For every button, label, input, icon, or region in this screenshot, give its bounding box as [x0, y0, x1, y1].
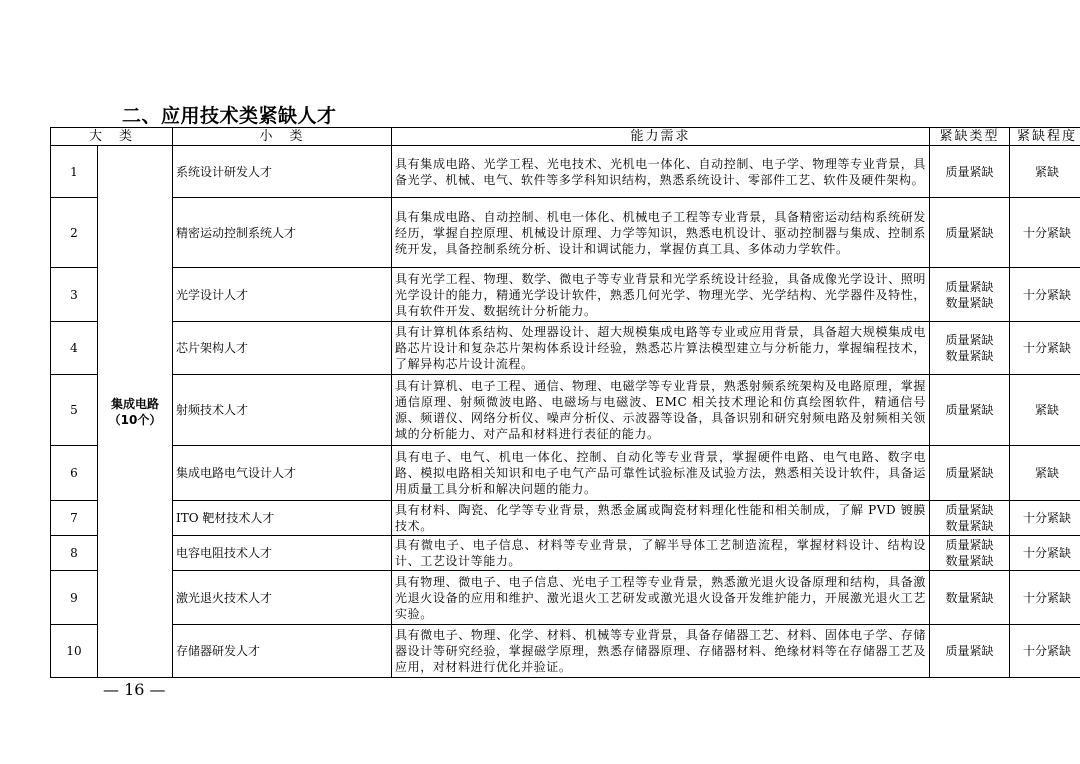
row-index: 10: [51, 625, 98, 678]
row-index: 6: [51, 446, 98, 501]
sub-category: 存储器研发人才: [173, 625, 392, 678]
shortage-degree: 十分紧缺: [1010, 501, 1080, 536]
sub-category: 电容电阻技术人才: [173, 536, 392, 571]
shortage-type-line: 数量紧缺: [945, 519, 994, 533]
ability-text: 具有计算机体系结构、处理器设计、超大规模集成电路等专业或应用背景，具备超大规模集成电路芯片设计和复杂芯片架构体系设计经验，熟悉芯片算法模型建立与分析能力，掌握编程技术，了解异构芯片设计流程。: [392, 322, 930, 375]
table-row: [51, 501, 1080, 536]
shortage-type: [930, 571, 1010, 625]
shortage-degree: 紧缺: [1010, 375, 1080, 446]
table-row: [51, 536, 1080, 571]
sub-category: ITO 靶材技术人才: [173, 501, 392, 536]
ability-text: 具有微电子、电子信息、材料等专业背景，了解半导体工艺制造流程，掌握材料设计、结构设计、工艺设计等能力。: [392, 536, 930, 571]
table-row: [51, 375, 1080, 446]
row-index: 7: [51, 501, 98, 536]
shortage-type: [930, 198, 1010, 268]
table-row: [51, 625, 1080, 678]
shortage-degree: 十分紧缺: [1010, 536, 1080, 571]
table-row: [51, 446, 1080, 501]
shortage-type: [930, 268, 1010, 322]
shortage-type-line: 质量紧缺: [945, 333, 994, 347]
shortage-type-line: 数量紧缺: [945, 590, 994, 605]
category-count: （10个）: [108, 412, 162, 427]
ability-text: 具有材料、陶瓷、化学等专业背景，熟悉金属或陶瓷材料理化性能和相关制成，了解 PVD 镀膜技术。: [392, 501, 930, 536]
row-index: 4: [51, 322, 98, 375]
shortage-degree: 十分紧缺: [1010, 571, 1080, 625]
shortage-type-line: 质量紧缺: [945, 279, 994, 294]
table-header-row: [51, 128, 1080, 146]
shortage-type-line: 数量紧缺: [945, 295, 994, 310]
talent-table: [50, 127, 1080, 678]
shortage-degree: 十分紧缺: [1010, 625, 1080, 678]
shortage-type-line: 质量紧缺: [945, 503, 994, 517]
table-row: [51, 322, 1080, 375]
ability-text: 具有电子、电气、机电一体化、控制、自动化等专业背景，掌握硬件电路、电气电路、数字电路、模拟电路相关知识和电子电气产品可靠性试验标准及试验方法，熟悉相关设计软件，具备运用质量工具分析和解决问题的能力。: [392, 446, 930, 501]
sub-category: 芯片架构人才: [173, 322, 392, 375]
sub-category: 射频技术人才: [173, 375, 392, 446]
sub-category: 精密运动控制系统人才: [173, 198, 392, 268]
ability-text: 具有物理、微电子、电子信息、光电子工程等专业背景，熟悉激光退火设备原理和结构，具备激光退火设备的应用和维护、激光退火工艺研发或激光退火设备开发维护能力，开展激光退火工艺实验。: [392, 571, 930, 625]
ability-text: 具有集成电路、自动控制、机电一体化、机械电子工程等专业背景，具备精密运动结构系统研发经历，掌握自控原理、机械设计原理、力学等知识，熟悉电机设计、驱动控制器与集成、控制系统开发，具备控制系统分析、设计和调试能力，掌握仿真工具、多体动力学软件。: [392, 198, 930, 268]
shortage-type: [930, 375, 1010, 446]
row-index: 2: [51, 198, 98, 268]
row-index: 8: [51, 536, 98, 571]
sub-category: 光学设计人才: [173, 268, 392, 322]
shortage-type-line: 质量紧缺: [945, 164, 994, 179]
table-row: [51, 268, 1080, 322]
shortage-degree: 紧缺: [1010, 446, 1080, 501]
shortage-type-line: 质量紧缺: [945, 466, 994, 480]
shortage-type-line: 质量紧缺: [945, 538, 994, 552]
ability-text: 具有计算机、电子工程、通信、物理、电磁学等专业背景，熟悉射频系统架构及电路原理，掌握通信原理、射频微波电路、电磁场与电磁波、EMC 相关技术理论和仿真绘图软件，精通信号源、频谱仪、网络分析仪、噪声分析仪、示波器等设备，具备识别和研究射频电路及射频相关领域的分析能力、对产品和材料进行表征的能力。: [392, 375, 930, 446]
shortage-degree: 十分紧缺: [1010, 268, 1080, 322]
ability-text: 具有集成电路、光学工程、光电技术、光机电一体化、自动控制、电子学、物理等专业背景，具备光学、机械、电气、软件等多学科知识结构，熟悉系统设计、零部件工艺、软件及硬件架构。: [392, 146, 930, 198]
shortage-type-line: 质量紧缺: [945, 644, 994, 658]
row-index: 3: [51, 268, 98, 322]
shortage-type: [930, 146, 1010, 198]
shortage-degree: 紧缺: [1010, 146, 1080, 198]
ability-text: 具有微电子、物理、化学、材料、机械等专业背景，具备存储器工艺、材料、固体电子学、存储器设计等研究经验，掌握磁学原理，熟悉存储器原理、存储器材料、绝缘材料等在存储器工艺及应用，对材料进行优化并验证。: [392, 625, 930, 678]
shortage-type: [930, 446, 1010, 501]
shortage-degree: 十分紧缺: [1010, 322, 1080, 375]
row-index: 1: [51, 146, 98, 198]
shortage-degree: 十分紧缺: [1010, 198, 1080, 268]
sub-category: 激光退火技术人才: [173, 571, 392, 625]
table-row: [51, 571, 1080, 625]
header-type: 紧缺类型: [930, 128, 1010, 146]
category-cell: [98, 146, 173, 678]
header-sub: 小 类: [173, 128, 392, 146]
header-degree: 紧缺程度: [1010, 128, 1080, 146]
shortage-type-line: 数量紧缺: [945, 554, 994, 568]
page-number: — 16 —: [103, 680, 166, 699]
shortage-type-line: 数量紧缺: [945, 349, 994, 363]
category-name: 集成电路: [111, 396, 160, 411]
header-category: 大 类: [51, 128, 173, 146]
table-row: [51, 198, 1080, 268]
sub-category: 集成电路电气设计人才: [173, 446, 392, 501]
row-index: 9: [51, 571, 98, 625]
shortage-type: [930, 625, 1010, 678]
table-row: [51, 146, 1080, 198]
shortage-type: [930, 322, 1010, 375]
row-index: 5: [51, 375, 98, 446]
section-title: 二、应用技术类紧缺人才: [122, 105, 337, 127]
shortage-type-line: 质量紧缺: [945, 225, 994, 240]
sub-category: 系统设计研发人才: [173, 146, 392, 198]
shortage-type: [930, 501, 1010, 536]
shortage-type-line: 质量紧缺: [945, 403, 994, 417]
header-ability: 能力需求: [392, 128, 930, 146]
shortage-type: [930, 536, 1010, 571]
ability-text: 具有光学工程、物理、数学、微电子等专业背景和光学系统设计经验，具备成像光学设计、照明光学设计的能力，精通光学设计软件，熟悉几何光学、物理光学、光学结构、光学器件及特性，具有软件开发、数据统计分析能力。: [392, 268, 930, 322]
